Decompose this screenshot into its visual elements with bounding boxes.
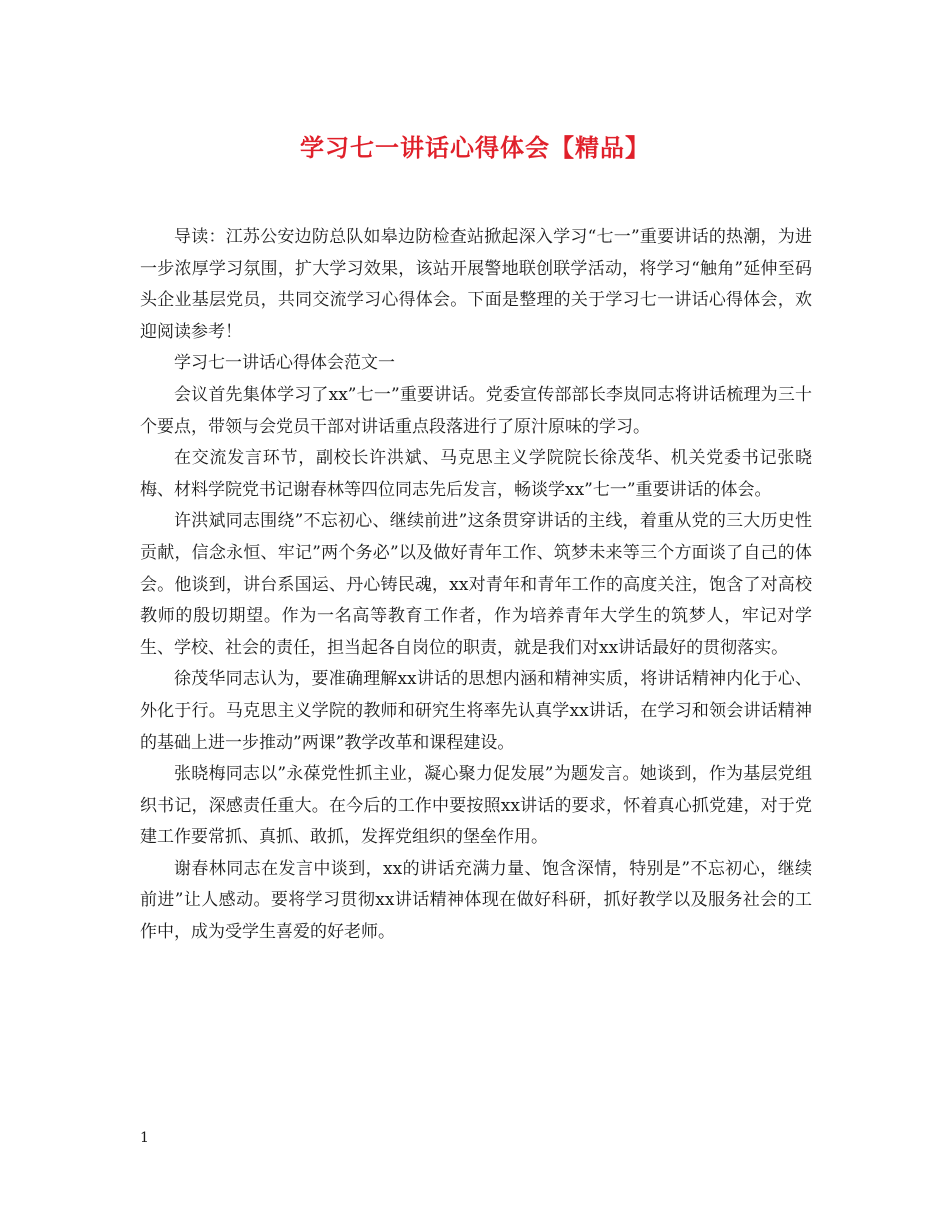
paragraph-intro: 导读：江苏公安边防总队如皋边防检查站掀起深入学习“七一”重要讲话的热潮，为进一步浓厚学习氛围，扩大学习效果，该站开展警地联创联学活动，将学习“触角”延伸至码头企业基层党员，共同交流学习心得体会。下面是整理的关于学习七一讲话心得体会，欢迎阅读参考！ xyxy=(140,227,812,342)
section-heading: 学习七一讲话心得体会范文一 xyxy=(174,353,395,374)
paragraph: 徐茂华同志认为，要准确理解xx讲话的思想内涵和精神实质，将讲话精神内化于心、外化于行。马克思主义学院的教师和研究生将率先认真学xx讲话，在学习和领会讲话精神的基础上进一步推动”两课”教学改革和课程建设。 xyxy=(140,669,812,753)
page-number: 1 xyxy=(140,1130,149,1146)
paragraph: 在交流发言环节，副校长许洪斌、马克思主义学院院长徐茂华、机关党委书记张晓梅、材料学院党书记谢春林等四位同志先后发言，畅谈学xx”七一”重要讲话的体会。 xyxy=(140,448,812,500)
paragraph: 谢春林同志在发言中谈到，xx的讲话充满力量、饱含深情，特别是”不忘初心，继续前进”让人感动。要将学习贯彻xx讲话精神体现在做好科研，抓好教学以及服务社会的工作中，成为受学生喜爱的好老师。 xyxy=(140,858,812,943)
paragraph: 张晓梅同志以”永葆党性抓主业，凝心聚力促发展”为题发言。她谈到，作为基层党组织书记，深感责任重大。在今后的工作中要按照xx讲话的要求，怀着真心抓党建，对于党建工作要常抓、真抓、敢抓，发挥党组织的堡垒作用。 xyxy=(140,764,812,848)
paragraph: 会议首先集体学习了xx”七一”重要讲话。党委宣传部部长李岚同志将讲话梳理为三十个要点，带领与会党员干部对讲话重点段落进行了原汁原味的学习。 xyxy=(140,384,812,437)
paragraph: 许洪斌同志围绕”不忘初心、继续前进”这条贯穿讲话的主线，着重从党的三大历史性贡献，信念永恒、牢记”两个务必”以及做好青年工作、筑梦未来等三个方面谈了自己的体会。他谈到，讲台系国运、丹心铸民魂，xx对青年和青年工作的高度关注，饱含了对高校教师的殷切期望。作为一名高等教育工作者，作为培养青年大学生的筑梦人，牢记对学生、学校、社会的责任，担当起各自岗位的职责，就是我们对xx讲话最好的贯彻落实。 xyxy=(140,511,812,658)
document-title: 学习七一讲话心得体会【精品】 xyxy=(300,133,650,162)
document-body xyxy=(140,222,812,949)
